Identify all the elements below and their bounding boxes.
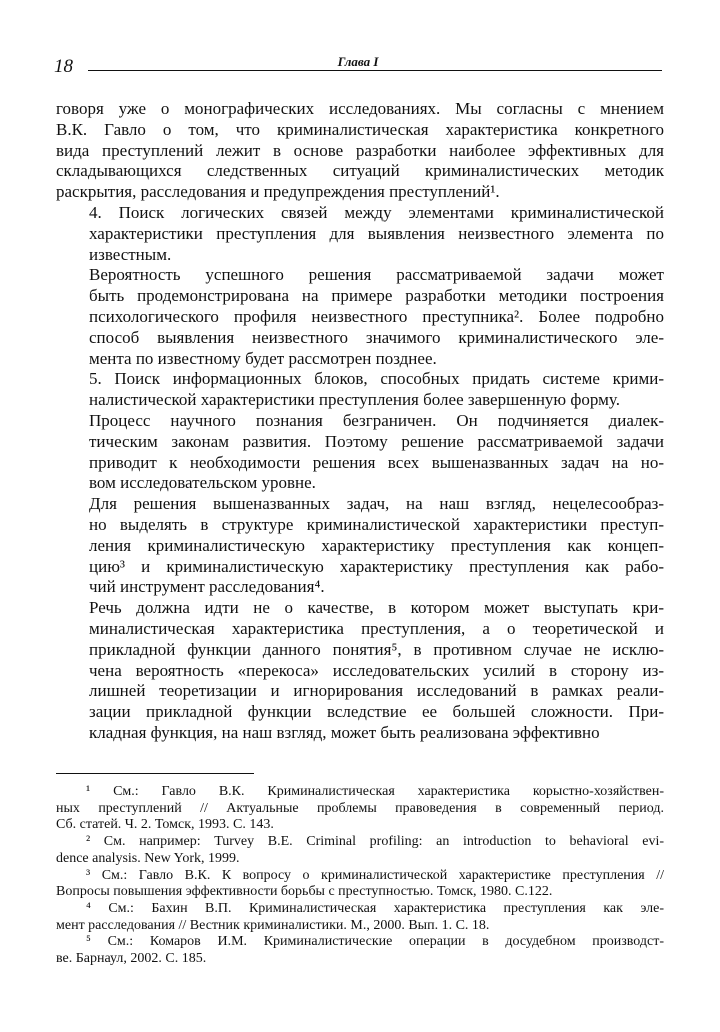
text-line: тическим законам развития. Поэтому решение рассматриваемой задачи [89, 431, 664, 451]
text-line: известным. [89, 244, 172, 264]
text-line: Процесс научного познания безграничен. Он подчиняется диалек- [89, 410, 664, 430]
text-line: В.К. Гавло о том, что криминалистическая характеристика конкретного [56, 119, 664, 139]
text-line: налистической характеристики преступления более завершенную форму. [89, 390, 620, 410]
text-line: быть продемонстрирована на примере разработки методики построения [89, 286, 664, 306]
footnote-line: ных преступлений // Актуальные проблемы правоведения в современный период. [56, 800, 664, 816]
paragraph [56, 265, 664, 369]
footnote-line: ве. Барнаул, 2002. С. 185. [56, 951, 207, 967]
footnote-line: ¹ См.: Гавло В.К. Криминалистическая характеристика корыстно-хозяйствен- [86, 784, 664, 799]
footnote-line: ⁵ См.: Комаров И.М. Криминалистические операции в досудебном производст- [86, 934, 664, 950]
footnote [56, 784, 664, 834]
footnote [56, 834, 664, 867]
text-line: вида преступлений лежит в основе разработки наиболее эффективных для [56, 140, 664, 160]
text-line: мента по известному будет рассмотрен позднее. [89, 348, 437, 368]
chapter-title: Глава I [318, 54, 398, 70]
text-line: цию³ и криминалистическую характеристику преступления как рабо- [89, 556, 664, 576]
text-line: чена вероятность «перекоса» исследовательских усилий в сторону из- [89, 660, 664, 680]
text-line: зации прикладной функции вследствие ее большей сложности. При- [89, 702, 664, 722]
text-line: характеристики преступления для выявления неизвестного элемента по [89, 223, 664, 243]
text-line: кладная функция, на наш взгляд, может быть реализована эффективно [89, 722, 600, 742]
text-line: способ выявления неизвестного значимого криминалистического эле- [89, 327, 664, 347]
body-text [56, 99, 664, 744]
text-line: раскрытия, расследования и предупреждения преступлений¹. [56, 182, 500, 202]
text-line: Вероятность успешного решения рассматриваемой задачи может [89, 265, 664, 285]
page-header [54, 56, 662, 82]
footnote-line: мент расследования // Вестник криминалистики. М., 2000. Вып. 1. С. 18. [56, 917, 490, 933]
text-line: 5. Поиск информационных блоков, способных придать системе крими- [89, 369, 664, 389]
text-line: говоря уже о монографических исследованиях. Мы согласны с мнением [56, 99, 664, 118]
text-line: ления криминалистическую характеристику преступления как концеп- [89, 535, 664, 555]
text-line: миналистическая характеристика преступления, а о теоретической и [89, 618, 664, 638]
paragraph [56, 369, 664, 411]
paragraph [56, 598, 664, 744]
paragraph [56, 494, 664, 598]
text-line: но выделять в структуре криминалистической характеристики преступ- [89, 514, 664, 534]
page-number: 18 [54, 56, 73, 77]
footnote-line: ³ См.: Гавло В.К. К вопросу о криминалистической характеристике преступления // [86, 867, 664, 883]
text-line: 4. Поиск логических связей между элементами криминалистической [89, 202, 664, 222]
footnote-line: ² См. например: Turvey B.E. Criminal profiling: an introduction to behavioral evi- [86, 834, 664, 850]
footnote-rule [56, 773, 254, 774]
footnote-line: Вопросы повышения эффективности борьбы с преступностью. Томск, 1980. С.122. [56, 884, 553, 900]
text-line: Речь должна идти не о качестве, в котором может выступать кри- [89, 598, 664, 618]
footnote-line: Сб. статей. Ч. 2. Томск, 1993. С. 143. [56, 817, 274, 833]
footnote [56, 901, 664, 934]
text-line: лишней теоретизации и игнорирования исследований в рамках реали- [89, 681, 664, 701]
text-line: психологического профиля неизвестного преступника². Более подробно [89, 306, 664, 326]
text-line: вом исследовательском уровне. [89, 473, 316, 493]
footnote [56, 868, 664, 901]
footnote-line: dence analysis. New York, 1999. [56, 850, 240, 866]
footnote [56, 934, 664, 967]
footnote-line: ⁴ См.: Бахин В.П. Криминалистическая характеристика преступления как эле- [86, 900, 664, 916]
header-rule [88, 70, 662, 71]
text-line: приводит к необходимости решения всех вышеназванных задач на но- [89, 452, 664, 472]
text-line: прикладной функции данного понятия⁵, в противном случае не исклю- [89, 639, 664, 659]
text-line: Для решения вышеназванных задач, на наш взгляд, нецелесообраз- [89, 494, 664, 514]
paragraph [56, 411, 664, 494]
paragraph [56, 99, 664, 203]
footnotes [56, 784, 664, 968]
text-line: чий инструмент расследования⁴. [89, 577, 325, 597]
text-line: складывающихся следственных ситуаций криминалистических методик [56, 161, 664, 181]
paragraph [56, 203, 664, 265]
